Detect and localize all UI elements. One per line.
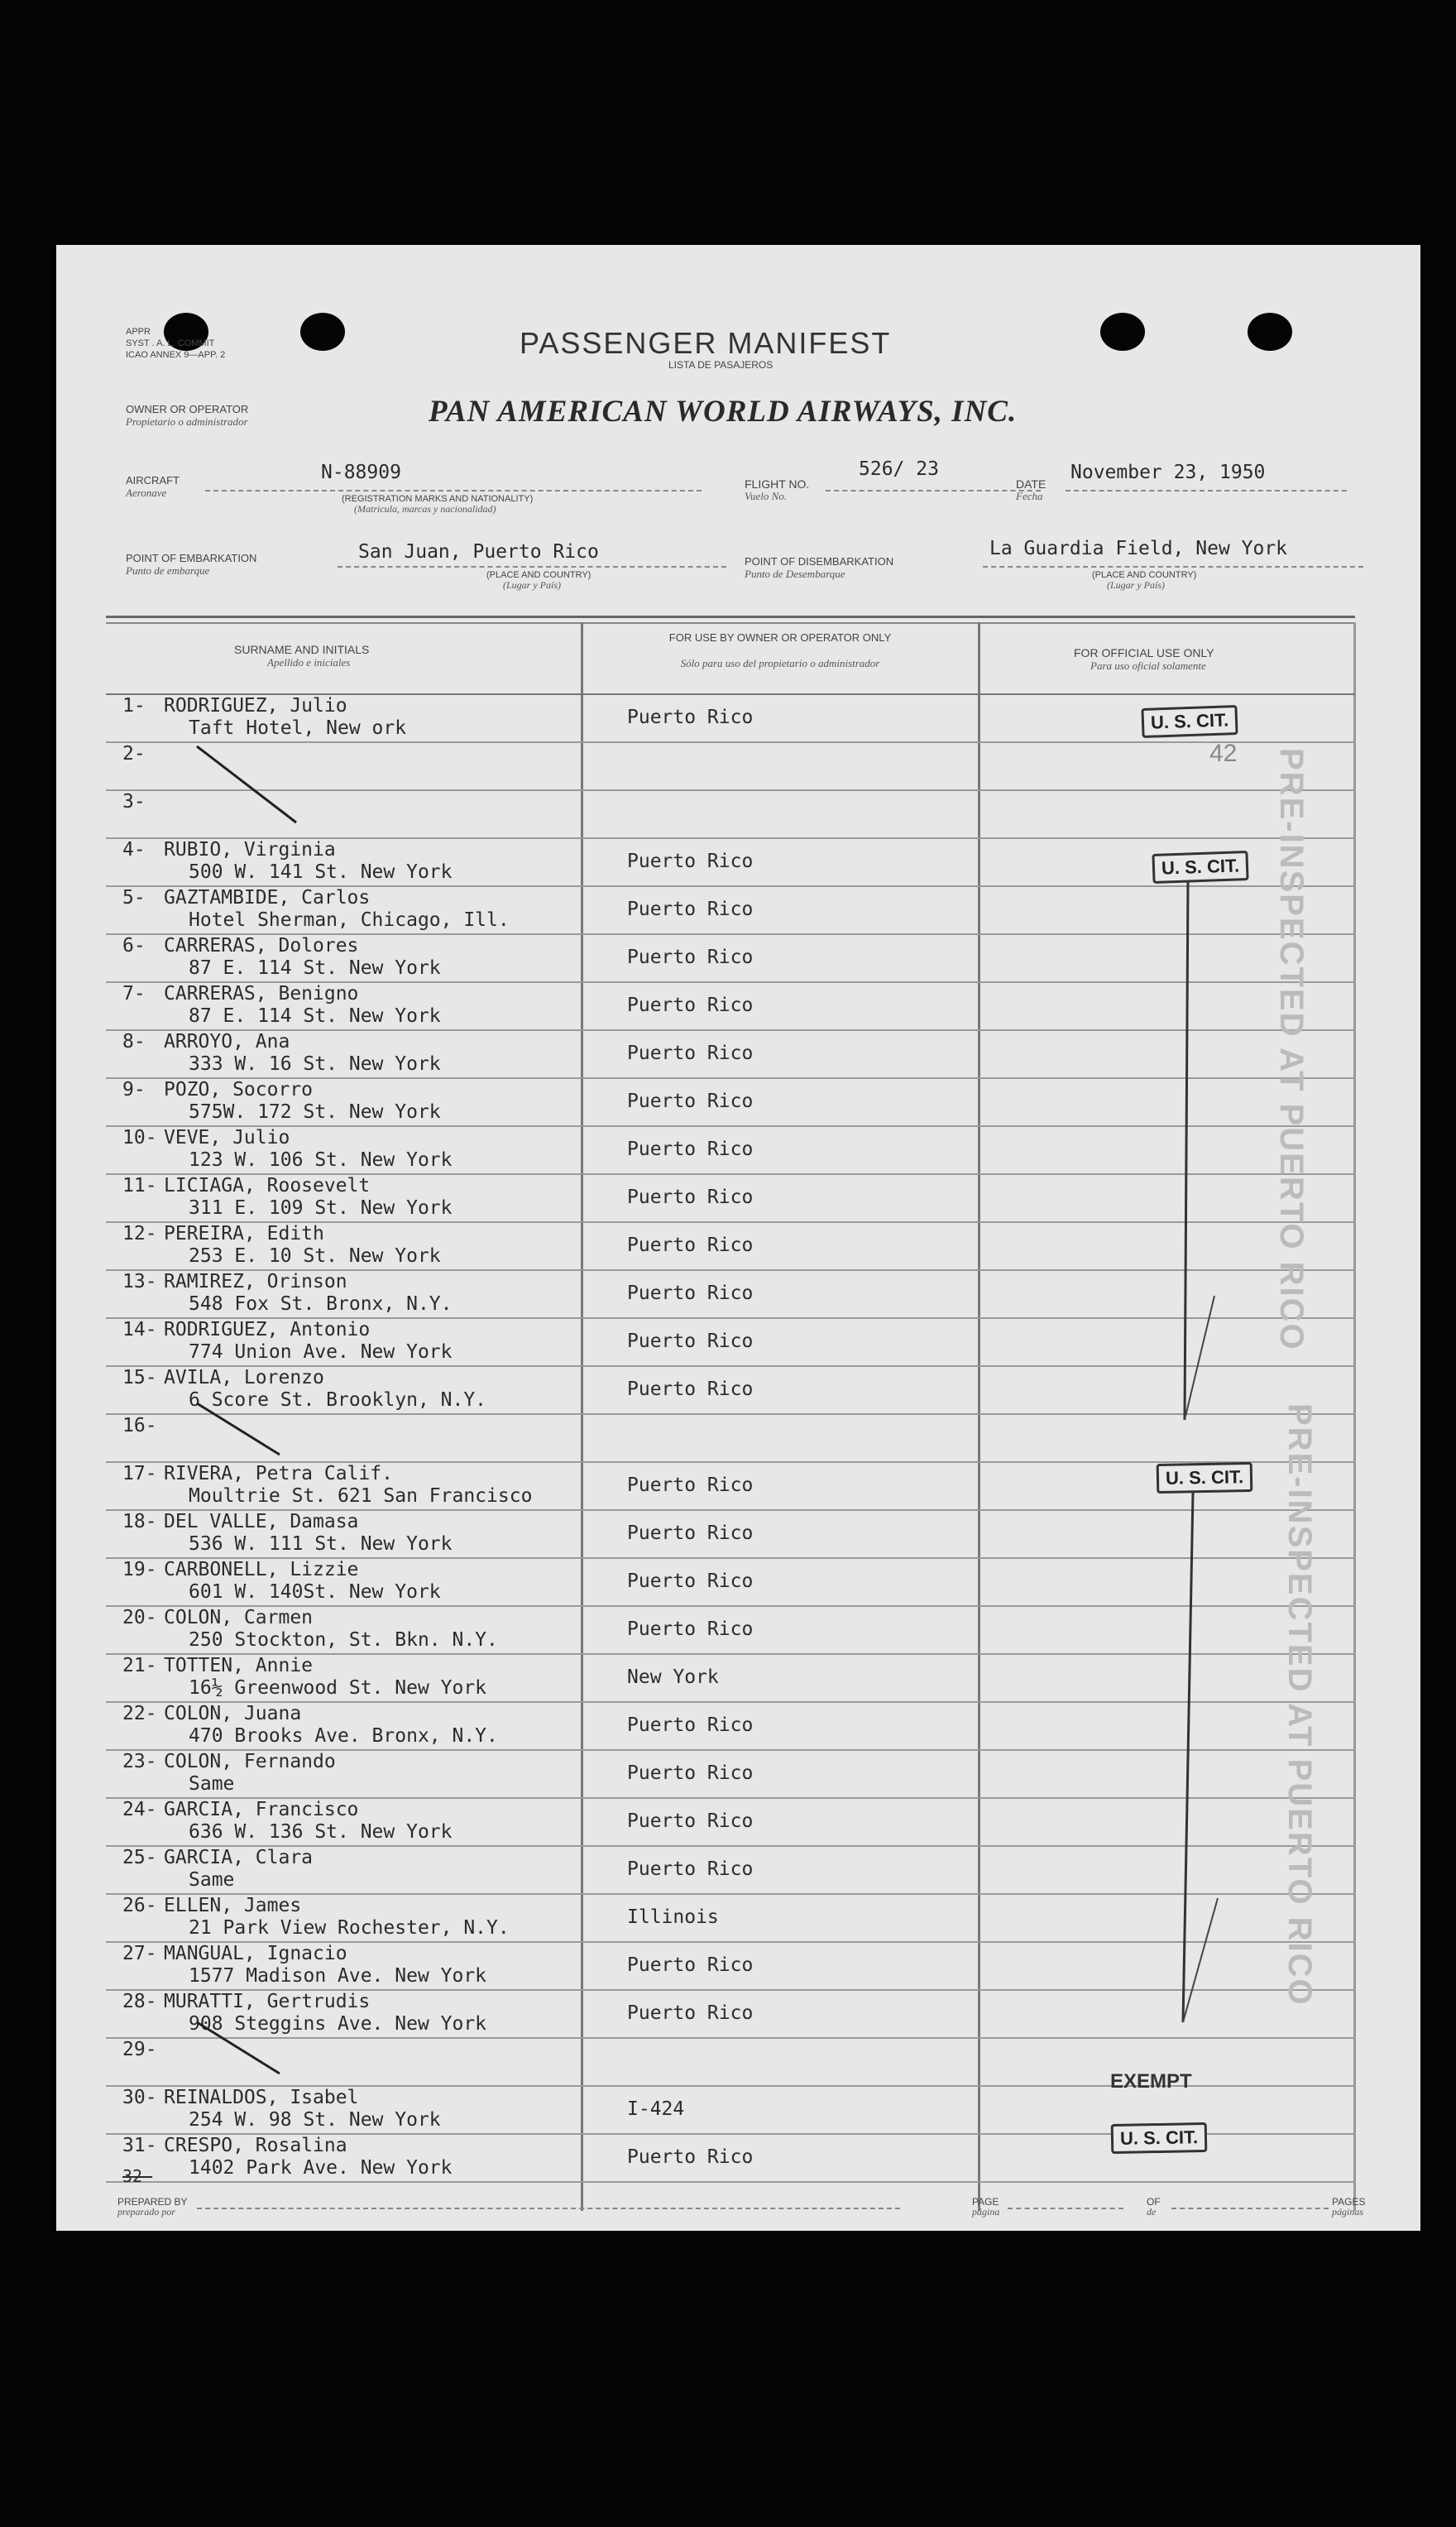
owner-value: PAN AMERICAN WORLD AIRWAYS, INC. xyxy=(429,395,1018,429)
date-label-es: Fecha xyxy=(1016,490,1043,502)
passenger-residence: Puerto Rico xyxy=(627,851,754,872)
row-number: 8- xyxy=(122,1031,146,1053)
embark-label-es: Punto de embarque xyxy=(126,564,210,577)
passenger-address: 21 Park View Rochester, N.Y. xyxy=(189,1917,510,1939)
passenger-name: VEVE, Julio xyxy=(164,1127,290,1148)
place-note: (PLACE AND COUNTRY) xyxy=(1092,570,1197,580)
passenger-residence: Puerto Rico xyxy=(627,1091,754,1112)
passenger-name: MURATTI, Gertrudis xyxy=(164,1991,371,2012)
passenger-address: 470 Brooks Ave. Bronx, N.Y. xyxy=(189,1725,498,1747)
aircraft-value: N-88909 xyxy=(321,462,401,483)
disembark-value: La Guardia Field, New York xyxy=(989,538,1288,559)
passenger-name: RODRIGUEZ, Antonio xyxy=(164,1319,371,1340)
passenger-name: POZO, Socorro xyxy=(164,1079,314,1100)
of-label: OF xyxy=(1147,2196,1161,2208)
passenger-name: REINALDOS, Isabel xyxy=(164,2087,359,2108)
embark-label: POINT OF EMBARKATION xyxy=(126,552,257,564)
owner-label: OWNER OR OPERATOR xyxy=(126,403,249,415)
passenger-address: 1577 Madison Ave. New York xyxy=(189,1965,487,1987)
ditto-arrow xyxy=(1157,882,1223,1428)
passenger-residence: Puerto Rico xyxy=(627,1235,754,1256)
passenger-address: 250 Stockton, St. Bkn. N.Y. xyxy=(189,1629,498,1651)
passenger-name: COLON, Fernando xyxy=(164,1751,336,1772)
approval-line: SYST . A. L. COMMIT xyxy=(126,338,215,348)
row-number: 6- xyxy=(122,935,146,957)
passenger-name: ELLEN, James xyxy=(164,1895,302,1916)
row-number: 17- xyxy=(122,1463,157,1484)
row-number: 18- xyxy=(122,1511,157,1532)
row-number: 7- xyxy=(122,983,146,1005)
date-value: November 23, 1950 xyxy=(1070,462,1266,483)
passenger-address: 87 E. 114 St. New York xyxy=(189,1005,441,1027)
flight-line xyxy=(826,490,1041,491)
flight-label-es: Vuelo No. xyxy=(745,490,788,502)
exempt-stamp: EXEMPT xyxy=(1110,2070,1192,2093)
column-header-name-es: Apellido e iniciales xyxy=(267,656,351,669)
pages-label: PAGES xyxy=(1332,2196,1366,2208)
row-number: 10- xyxy=(122,1127,157,1148)
ditto-arrow xyxy=(1165,1493,1231,2031)
passenger-residence: Puerto Rico xyxy=(627,1043,754,1064)
row-number: 2- xyxy=(122,743,146,765)
page-line xyxy=(1008,2208,1123,2209)
passenger-address: Taft Hotel, New ork xyxy=(189,717,407,739)
passenger-residence: Puerto Rico xyxy=(627,1810,754,1832)
passenger-name: RAMIREZ, Orinson xyxy=(164,1271,347,1292)
passenger-residence: Puerto Rico xyxy=(627,947,754,968)
registration-note: (REGISTRATION MARKS AND NATIONALITY) xyxy=(342,494,534,504)
disembark-label: POINT OF DISEMBARKATION xyxy=(745,555,894,568)
blank-row-slash xyxy=(189,740,304,831)
passenger-name: CRESPO, Rosalina xyxy=(164,2135,347,2156)
passenger-residence: Puerto Rico xyxy=(627,899,754,920)
passenger-address: 16½ Greenwood St. New York xyxy=(189,1677,487,1699)
place-note-es: (Lugar y País) xyxy=(1107,579,1165,591)
us-citizen-stamp: U. S. CIT. xyxy=(1152,851,1248,884)
row-number: 16- xyxy=(122,1415,157,1436)
page-title: PASSENGER MANIFEST xyxy=(520,326,892,360)
row-number: 29- xyxy=(122,2039,157,2060)
blank-row-slash xyxy=(189,2016,288,2082)
embark-line xyxy=(338,566,726,568)
passenger-residence: Puerto Rico xyxy=(627,1618,754,1640)
passenger-name: LICIAGA, Roosevelt xyxy=(164,1175,371,1196)
table-top-rule xyxy=(106,622,1355,624)
prepared-by-label-es: preparado por xyxy=(117,2206,175,2218)
passenger-name: GARCIA, Clara xyxy=(164,1847,314,1868)
place-note: (PLACE AND COUNTRY) xyxy=(486,570,592,580)
row-number: 31- xyxy=(122,2135,157,2156)
passenger-residence: Puerto Rico xyxy=(627,995,754,1016)
row-number: 24- xyxy=(122,1799,157,1820)
row-number: 27- xyxy=(122,1943,157,1964)
passenger-residence: Puerto Rico xyxy=(627,1139,754,1160)
passenger-name: COLON, Juana xyxy=(164,1703,302,1724)
date-label: DATE xyxy=(1016,477,1046,491)
passenger-address: 6 Score St. Brooklyn, N.Y. xyxy=(189,1389,487,1411)
passenger-name: AVILA, Lorenzo xyxy=(164,1367,324,1388)
passenger-name: CARRERAS, Dolores xyxy=(164,935,359,957)
row-number: 12- xyxy=(122,1223,157,1244)
us-citizen-stamp: U. S. CIT. xyxy=(1141,705,1238,738)
row-number: 9- xyxy=(122,1079,146,1100)
passenger-address: 575W. 172 St. New York xyxy=(189,1101,441,1123)
passenger-residence: Puerto Rico xyxy=(627,1762,754,1784)
disembark-label-es: Punto de Desembarque xyxy=(745,568,845,580)
column-header-owner-es: Sólo para uso del propietario o administrador xyxy=(680,657,880,669)
column-header-name: SURNAME AND INITIALS xyxy=(234,643,370,656)
page-subtitle: LISTA DE PASAJEROS xyxy=(668,359,774,371)
row-number: 23- xyxy=(122,1751,157,1772)
passenger-residence: Puerto Rico xyxy=(627,1283,754,1304)
passenger-name: ARROYO, Ana xyxy=(164,1031,290,1053)
embark-value: San Juan, Puerto Rico xyxy=(358,541,599,563)
passenger-name: CARRERAS, Benigno xyxy=(164,983,359,1005)
owner-label-es: Propietario o administrador xyxy=(126,415,248,428)
pages-label-es: páginas xyxy=(1332,2206,1364,2218)
registration-note-es: (Matricula, marcas y nacionalidad) xyxy=(354,503,496,515)
row-number: 25- xyxy=(122,1847,157,1868)
passenger-address: 636 W. 136 St. New York xyxy=(189,1821,453,1843)
passenger-residence: Puerto Rico xyxy=(627,1474,754,1496)
row-number: 30- xyxy=(122,2087,157,2108)
table-top-rule xyxy=(106,616,1355,618)
prepared-by-line xyxy=(197,2208,900,2209)
passenger-name: GARCIA, Francisco xyxy=(164,1799,359,1820)
passenger-address: Same xyxy=(189,1773,235,1795)
passenger-name: GAZTAMBIDE, Carlos xyxy=(164,887,371,909)
approval-line: APPR xyxy=(126,327,151,337)
place-note-es: (Lugar y País) xyxy=(503,579,561,591)
footer-row-number: 32- xyxy=(122,2166,153,2186)
page-label-es: página xyxy=(972,2206,1000,2218)
passenger-name: MANGUAL, Ignacio xyxy=(164,1943,347,1964)
punch-hole xyxy=(1248,313,1292,351)
row-number: 1- xyxy=(122,695,146,717)
table-row xyxy=(56,2087,1420,2135)
passenger-address: 536 W. 111 St. New York xyxy=(189,1533,453,1555)
passenger-residence: Puerto Rico xyxy=(627,707,754,728)
of-line xyxy=(1171,2208,1329,2209)
row-rule xyxy=(106,2181,1355,2183)
passenger-name: DEL VALLE, Damasa xyxy=(164,1511,359,1532)
row-number: 13- xyxy=(122,1271,157,1292)
row-number: 5- xyxy=(122,887,146,909)
pre-inspected-stamp: PRE-INSPECTED AT PUERTO RICO xyxy=(1273,748,1310,1351)
passenger-address: 548 Fox St. Bronx, N.Y. xyxy=(189,1293,453,1315)
column-header-owner: FOR USE BY OWNER OR OPERATOR ONLY xyxy=(668,631,892,644)
table-row xyxy=(56,2135,1420,2183)
row-number: 21- xyxy=(122,1655,157,1676)
passenger-address: 774 Union Ave. New York xyxy=(189,1341,453,1363)
passenger-residence: Puerto Rico xyxy=(627,1858,754,1880)
passenger-residence: Puerto Rico xyxy=(627,1331,754,1352)
passenger-address: Moultrie St. 621 San Francisco xyxy=(189,1485,533,1507)
row-number: 19- xyxy=(122,1559,157,1580)
passenger-address: 601 W. 140St. New York xyxy=(189,1581,441,1603)
passenger-address: 500 W. 141 St. New York xyxy=(189,861,453,883)
column-header-official: FOR OFFICIAL USE ONLY xyxy=(1074,646,1214,659)
passenger-residence: Puerto Rico xyxy=(627,2002,754,2024)
passenger-residence: Puerto Rico xyxy=(627,1714,754,1736)
passenger-name: CARBONELL, Lizzie xyxy=(164,1559,359,1580)
row-number: 26- xyxy=(122,1895,157,1916)
punch-hole xyxy=(1100,313,1145,351)
row-number: 15- xyxy=(122,1367,157,1388)
passenger-residence: Puerto Rico xyxy=(627,1570,754,1592)
passenger-address: 333 W. 16 St. New York xyxy=(189,1053,441,1075)
date-line xyxy=(1066,490,1347,491)
passenger-residence: Puerto Rico xyxy=(627,1522,754,1544)
seat-number: 42 xyxy=(1209,740,1238,767)
passenger-address: 908 Steggins Ave. New York xyxy=(189,2013,487,2035)
passenger-address: Same xyxy=(189,1869,235,1891)
row-number: 22- xyxy=(122,1703,157,1724)
approval-line: ICAO ANNEX 9—APP. 2 xyxy=(126,350,226,360)
passenger-residence: I-424 xyxy=(627,2098,685,2120)
aircraft-label: AIRCRAFT xyxy=(126,474,180,487)
passenger-residence: Illinois xyxy=(627,1906,719,1928)
punch-hole xyxy=(300,313,345,351)
disembark-line xyxy=(983,566,1363,568)
passenger-residence: Puerto Rico xyxy=(627,1954,754,1976)
passenger-name: PEREIRA, Edith xyxy=(164,1223,324,1244)
passenger-name: RODRIGUEZ, Julio xyxy=(164,695,347,717)
row-number: 14- xyxy=(122,1319,157,1340)
of-label-es: de xyxy=(1147,2206,1157,2218)
row-number: 3- xyxy=(122,791,146,813)
passenger-address: 1402 Park Ave. New York xyxy=(189,2157,453,2179)
passenger-address: 87 E. 114 St. New York xyxy=(189,957,441,979)
passenger-residence: Puerto Rico xyxy=(627,1379,754,1400)
passenger-address: Hotel Sherman, Chicago, Ill. xyxy=(189,909,510,931)
passenger-address: 311 E. 109 St. New York xyxy=(189,1197,453,1219)
passenger-name: TOTTEN, Annie xyxy=(164,1655,314,1676)
passenger-residence: New York xyxy=(627,1666,719,1688)
passenger-address: 254 W. 98 St. New York xyxy=(189,2109,441,2131)
passenger-address: 123 W. 106 St. New York xyxy=(189,1149,453,1171)
aircraft-line xyxy=(205,490,702,491)
manifest-sheet xyxy=(56,245,1420,2231)
flight-label: FLIGHT NO. xyxy=(745,477,810,491)
us-citizen-stamp: U. S. CIT. xyxy=(1111,2122,1208,2154)
row-number: 11- xyxy=(122,1175,157,1196)
row-number: 28- xyxy=(122,1991,157,2012)
passenger-residence: Puerto Rico xyxy=(627,1187,754,1208)
pre-inspected-stamp: PRE-INSPECTED AT PUERTO RICO xyxy=(1281,1403,1318,2007)
aircraft-label-es: Aeronave xyxy=(126,487,167,499)
flight-value: 526/ 23 xyxy=(859,458,939,480)
row-number: 4- xyxy=(122,839,146,861)
passenger-name: RIVERA, Petra Calif. xyxy=(164,1463,393,1484)
blank-row-slash xyxy=(189,1397,288,1463)
prepared-by-label: PREPARED BY xyxy=(117,2196,188,2208)
us-citizen-stamp: U. S. CIT. xyxy=(1157,1462,1253,1494)
passenger-residence: Puerto Rico xyxy=(627,2146,754,2168)
column-header-official-es: Para uso oficial solamente xyxy=(1090,659,1206,672)
passenger-name: RUBIO, Virginia xyxy=(164,839,336,861)
row-number: 20- xyxy=(122,1607,157,1628)
page-label: PAGE xyxy=(972,2196,999,2208)
passenger-name: COLON, Carmen xyxy=(164,1607,314,1628)
passenger-address: 253 E. 10 St. New York xyxy=(189,1245,441,1267)
